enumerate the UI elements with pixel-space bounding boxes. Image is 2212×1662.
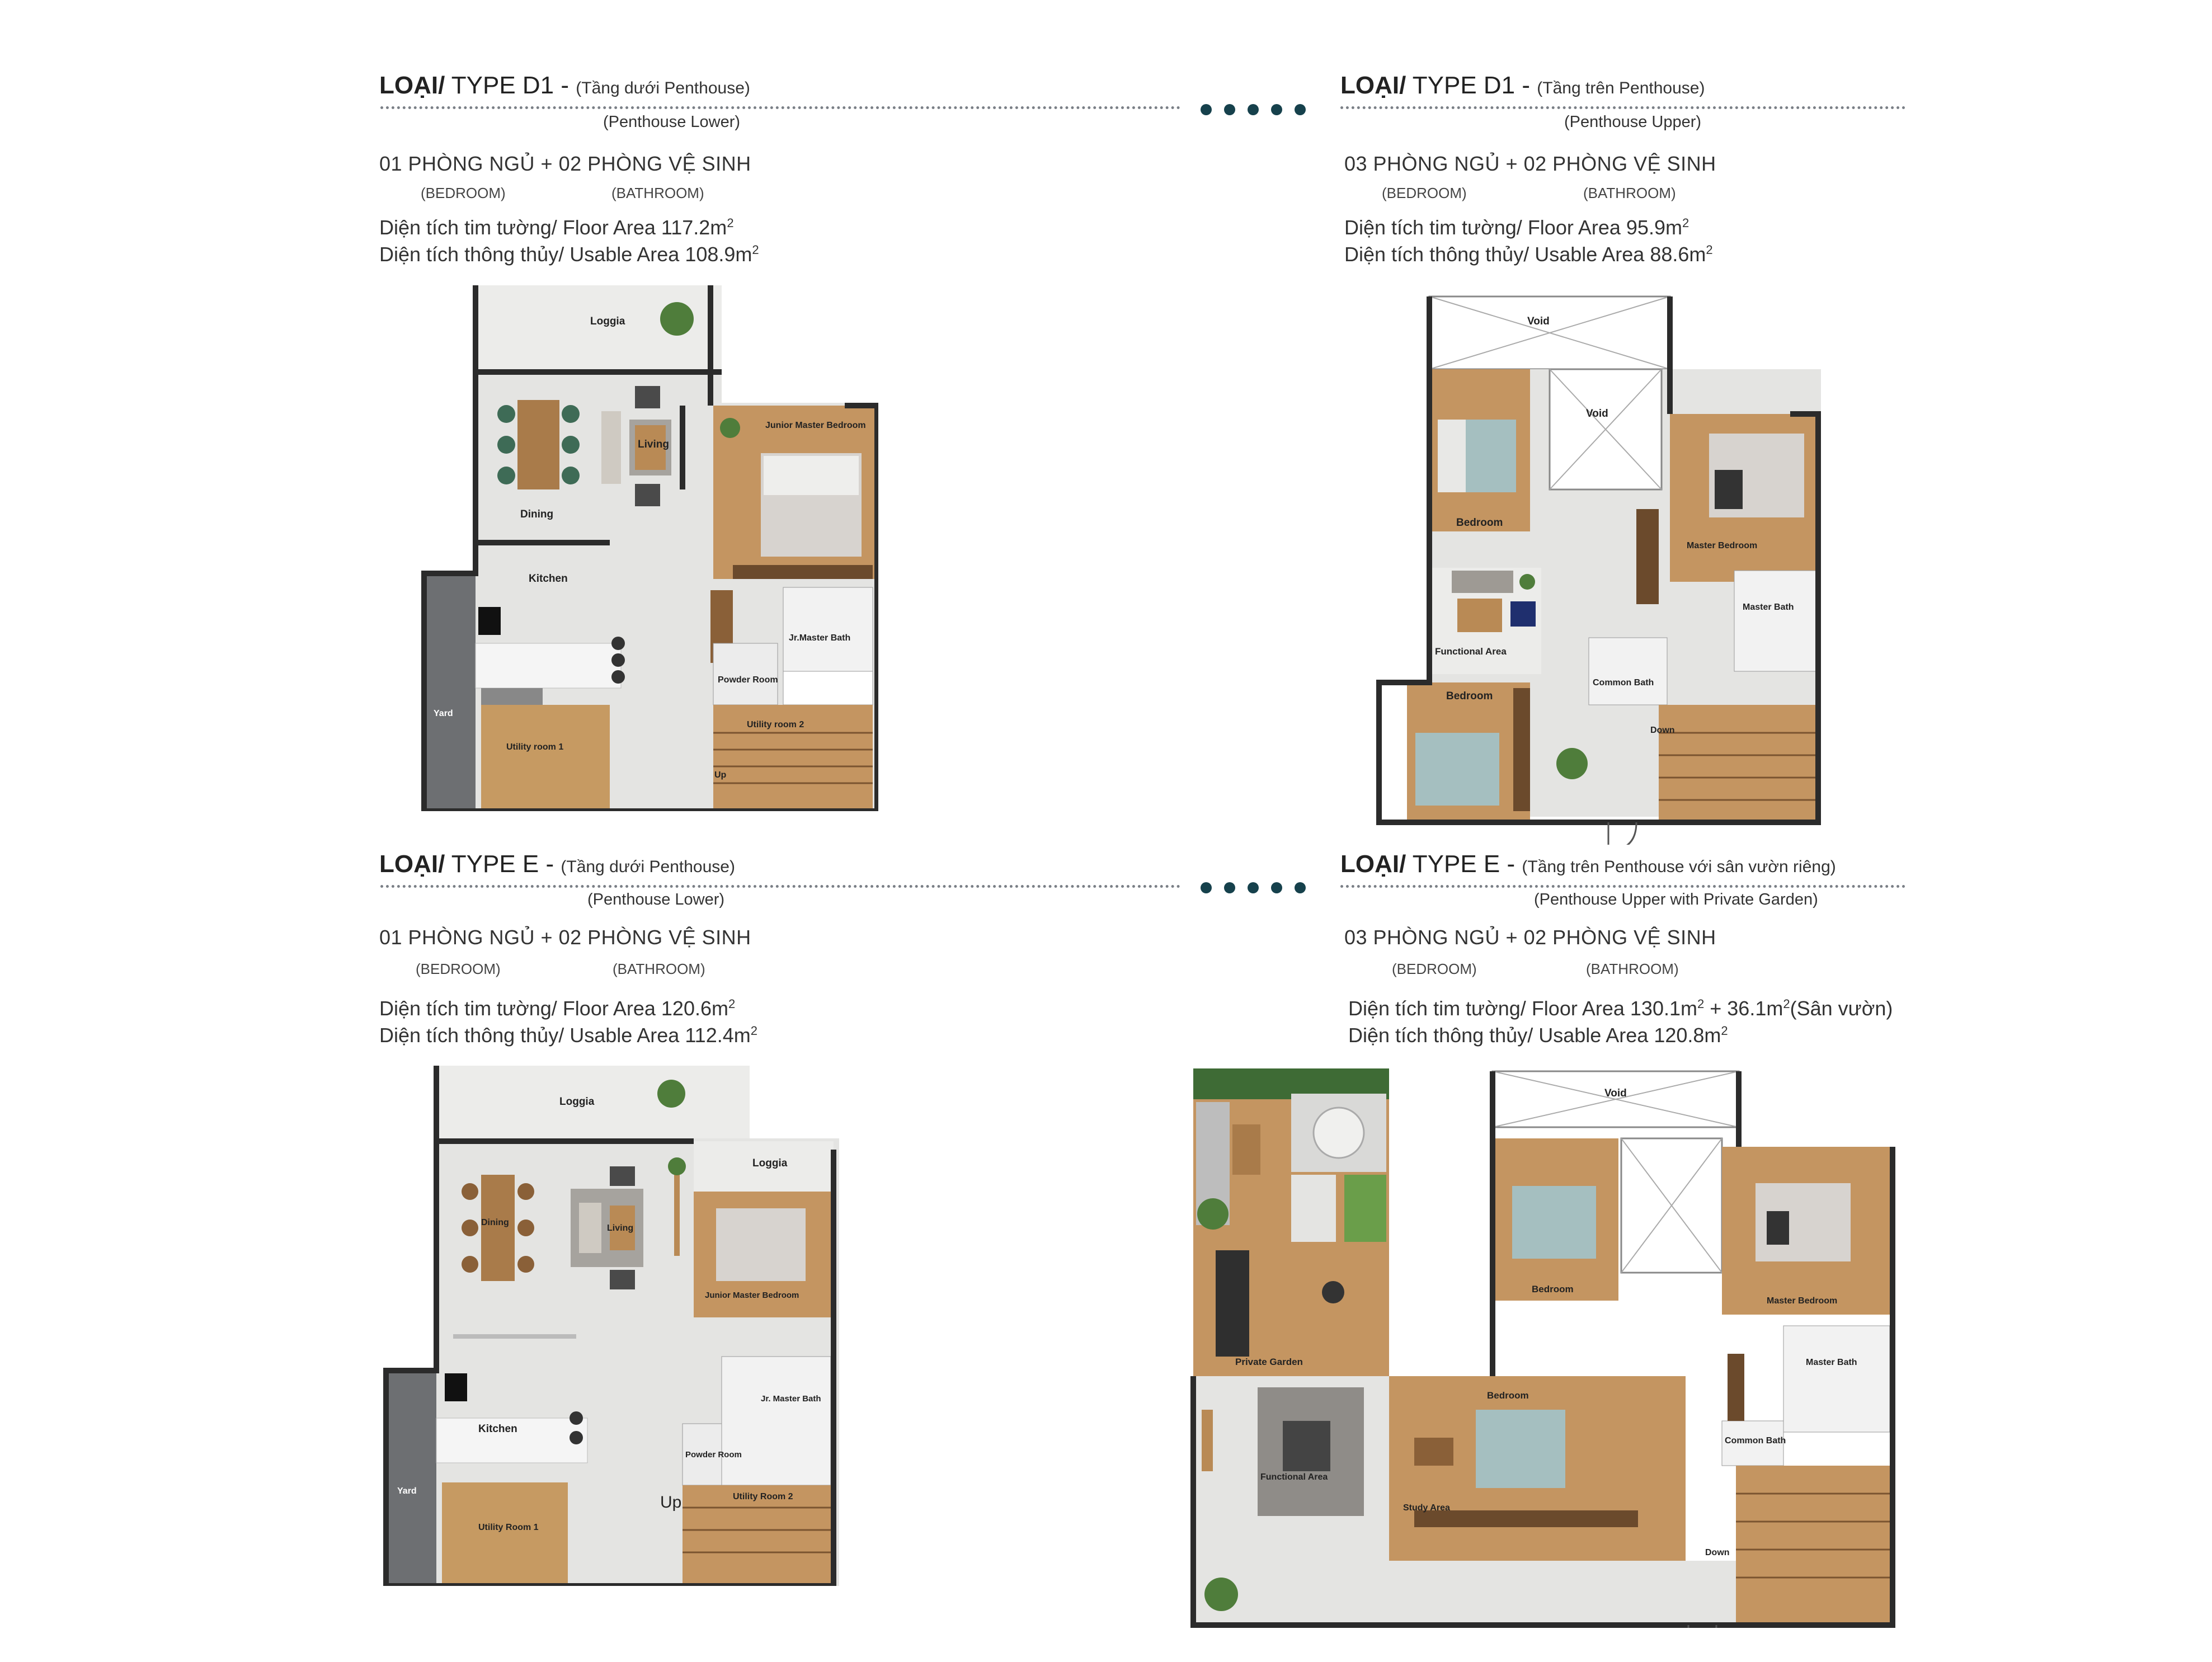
room-label-utility-1: Utility Room 1 <box>478 1523 539 1532</box>
kitchen-counter <box>476 643 621 688</box>
room-label-yard: Yard <box>434 709 453 718</box>
room-label-kitchen: Kitchen <box>529 573 568 585</box>
room-label-utility-2: Utility room 2 <box>747 720 804 729</box>
room-label-jr-bath: Jr. Master Bath <box>761 1394 821 1404</box>
floor-plan-e-upper <box>1190 1063 1895 1628</box>
panel-title: LOẠI/ TYPE E - (Tầng trên Penthouse với sân vườn riêng) <box>1340 850 1836 878</box>
label-void-mid: Void <box>1586 408 1608 420</box>
label-master-bath: Master Bath <box>1806 1358 1857 1367</box>
floor-area: Diện tích tim tường/ Floor Area $117.2m^2$ <box>379 216 734 239</box>
room-count: 01 PHÒNG NGỦ + 02 PHÒNG VỆ SINH <box>379 152 751 175</box>
label-bedroom-2: Bedroom <box>1487 1390 1529 1401</box>
yard-area <box>386 1371 442 1586</box>
label-functional-area: Functional Area <box>1435 646 1507 657</box>
label-bedroom-1: Bedroom <box>1456 517 1503 529</box>
bedroom-label: (BEDROOM) <box>1382 185 1467 201</box>
bathroom-label: (BATHROOM) <box>611 185 704 201</box>
panel-subtitle: (Penthouse Upper with Private Garden) <box>1534 891 1818 908</box>
jr-master-bath <box>783 587 873 671</box>
bathroom-label: (BATHROOM) <box>613 961 705 977</box>
room-label-powder: Powder Room <box>718 675 778 685</box>
divider <box>380 885 1180 888</box>
panel-title: LOẠI/ TYPE D1 - (Tầng dưới Penthouse) <box>379 72 750 99</box>
room-label-powder: Powder Room <box>685 1450 742 1459</box>
stair-label-down: Down <box>1650 726 1675 735</box>
usable-area: Diện tích thông thủy/ Usable Area $112.4m^2$ <box>379 1024 757 1047</box>
divider-dots-bottom <box>1201 882 1306 893</box>
bathroom-label: (BATHROOM) <box>1586 961 1679 977</box>
common-bath <box>1589 638 1667 705</box>
bathroom-label: (BATHROOM) <box>1583 185 1676 201</box>
label-common-bath: Common Bath <box>1725 1436 1786 1446</box>
usable-area: Diện tích thông thủy/ Usable Area $88.6m^2$ <box>1344 243 1713 266</box>
plant-icon <box>1556 748 1588 779</box>
master-bath <box>1783 1326 1890 1432</box>
utility-room-1 <box>481 705 610 811</box>
jr-master-bath <box>722 1357 831 1485</box>
usable-area: Diện tích thông thủy/ Usable Area $120.8m^2$ <box>1348 1024 1728 1047</box>
room-count: 01 PHÒNG NGỦ + 02 PHÒNG VỆ SINH <box>379 926 751 949</box>
room-label-loggia: Loggia <box>559 1096 595 1108</box>
sofa <box>601 411 621 484</box>
stairs <box>1659 705 1821 822</box>
room-count: 03 PHÒNG NGỦ + 02 PHÒNG VỆ SINH <box>1344 152 1716 175</box>
powder-room <box>713 643 778 705</box>
room-label-living: Living <box>638 439 669 450</box>
label-void-top: Void <box>1527 316 1550 327</box>
room-label-loggia-2: Loggia <box>752 1157 788 1169</box>
stair-label-down: Down <box>1705 1548 1730 1557</box>
divider <box>380 106 1180 109</box>
label-functional-area: Functional Area <box>1260 1472 1328 1482</box>
label-common-bath: Common Bath <box>1593 678 1654 688</box>
room-label-living: Living <box>607 1223 634 1233</box>
floor-area: Diện tích tim tường/ Floor Area $120.6m^2$ <box>379 997 736 1020</box>
label-bedroom-2: Bedroom <box>1446 690 1493 702</box>
label-void: Void <box>1604 1087 1627 1099</box>
room-label-jr-master: Junior Master Bedroom <box>765 421 866 430</box>
bedroom-label: (BEDROOM) <box>416 961 501 977</box>
stair-label-up: Up <box>660 1493 682 1512</box>
plant-icon <box>657 1080 685 1108</box>
label-master-bedroom: Master Bedroom <box>1767 1296 1838 1306</box>
floor-area: Diện tích tim tường/ Floor Area $95.9m^2$ <box>1344 216 1689 239</box>
room-label-kitchen: Kitchen <box>478 1423 517 1435</box>
label-private-garden: Private Garden <box>1235 1357 1303 1367</box>
treadmill <box>1216 1250 1249 1357</box>
room-label-dining: Dining <box>481 1218 509 1227</box>
panel-subtitle: (Penthouse Lower) <box>603 113 741 131</box>
panel-subtitle: (Penthouse Upper) <box>1564 113 1702 131</box>
divider <box>1340 885 1905 888</box>
room-label-utility-1: Utility room 1 <box>506 742 564 752</box>
divider <box>1340 106 1905 109</box>
plant-icon <box>1204 1578 1238 1611</box>
label-master-bedroom: Master Bedroom <box>1687 541 1758 550</box>
bedroom-label: (BEDROOM) <box>421 185 506 201</box>
label-study-area: Study Area <box>1403 1503 1450 1513</box>
master-bath <box>1734 571 1818 671</box>
panel-title: LOẠI/ TYPE E - (Tầng dưới Penthouse) <box>379 850 735 878</box>
label-bedroom-1: Bedroom <box>1532 1284 1574 1294</box>
room-label-loggia: Loggia <box>590 316 625 327</box>
floor-area: Diện tích tim tường/ Floor Area $130.1m^2$ + $36.1m^2(Sân$ vườn) <box>1348 997 1893 1020</box>
utility-room-1 <box>442 1482 568 1586</box>
usable-area: Diện tích thông thủy/ Usable Area $108.9m^2$ <box>379 243 759 266</box>
dining-table <box>481 1175 515 1281</box>
divider-dots-top <box>1201 104 1306 115</box>
plant-icon <box>660 302 694 336</box>
room-label-yard: Yard <box>397 1486 417 1496</box>
panel-title: LOẠI/ TYPE D1 - (Tầng trên Penthouse) <box>1340 72 1705 99</box>
room-label-utility-2: Utility Room 2 <box>733 1492 793 1501</box>
floor-plan-d1-upper <box>1373 291 1821 845</box>
label-master-bath: Master Bath <box>1743 602 1794 612</box>
bedroom-label: (BEDROOM) <box>1392 961 1477 977</box>
stairs <box>1736 1466 1895 1622</box>
panel-subtitle: (Penthouse Lower) <box>587 891 725 908</box>
room-label-jr-master: Junior Master Bedroom <box>705 1291 799 1300</box>
stair-label-up: Up <box>714 770 727 780</box>
floor-plan-d1-lower <box>420 285 878 811</box>
dining-table <box>517 400 559 489</box>
room-label-jr-bath: Jr.Master Bath <box>789 633 851 643</box>
room-count: 03 PHÒNG NGỦ + 02 PHÒNG VỆ SINH <box>1344 926 1716 949</box>
room-label-dining: Dining <box>520 509 554 520</box>
floor-plan-e-lower <box>380 1066 839 1586</box>
